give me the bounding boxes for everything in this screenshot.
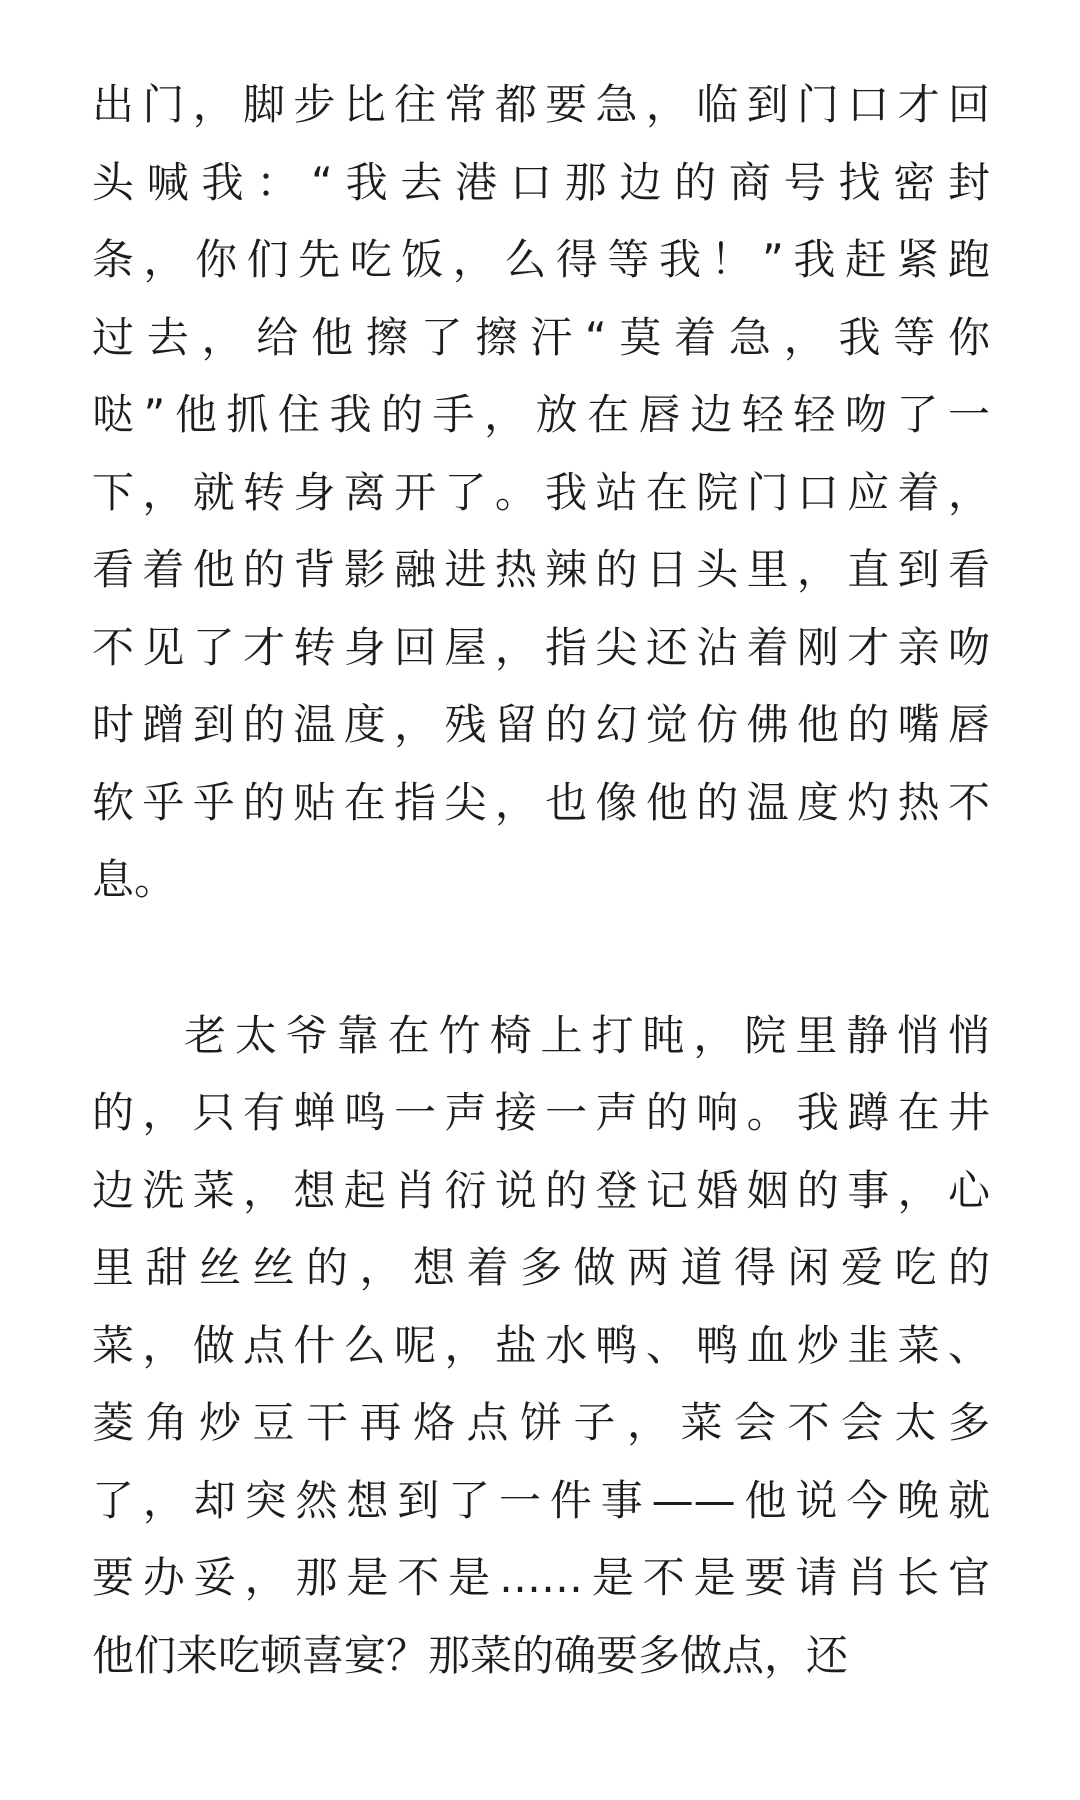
text-line: 哒”他抓住我的手，放在唇边轻轻吻了一	[92, 390, 990, 439]
text-line: 老太爷靠在竹椅上打盹，院里静悄悄	[184, 1010, 990, 1060]
text-line: 边洗菜，想起肖衍说的登记婚姻的事，心	[92, 1165, 990, 1215]
text-line: 下，就转身离开了。我站在院门口应着，	[92, 467, 990, 517]
text-line: 时蹭到的温度，残留的幻觉仿佛他的嘴唇	[92, 700, 990, 749]
text-line: 头喊我：“我去港口那边的商号找密封	[92, 157, 990, 207]
text-line: 过去，给他擦了擦汗“莫着急，我等你	[92, 312, 990, 362]
text-line: 里甜丝丝的，想着多做两道得闲爱吃的	[92, 1243, 990, 1292]
text-line: 他们来吃顿喜宴？那菜的确要多做点，还	[92, 1630, 849, 1680]
text-line: 了，却突然想到了一件事——他说今晚就	[92, 1475, 990, 1525]
text-line: 出门，脚步比往常都要急，临到门口才回	[92, 80, 990, 129]
text-line: 看着他的背影融进热辣的日头里，直到看	[92, 545, 990, 594]
text-line: 要办妥，那是不是……是不是要请肖长官	[92, 1553, 990, 1602]
text-line: 软乎乎的贴在指尖，也像他的温度灼热不	[92, 777, 990, 827]
text-line: 菱角炒豆干再烙点饼子，菜会不会太多	[92, 1398, 990, 1447]
text-line: 不见了才转身回屋，指尖还沾着刚才亲吻	[92, 622, 990, 672]
text-line: 菜，做点什么呢，盐水鸭、鸭血炒韭菜、	[92, 1320, 990, 1370]
paragraph-2	[92, 997, 990, 1695]
text-line: 息。	[92, 855, 177, 904]
paragraph-1	[92, 66, 990, 919]
text-line: 的，只有蝉鸣一声接一声的响。我蹲在井	[92, 1088, 990, 1137]
text-line: 条，你们先吃饭，么得等我！”我赶紧跑	[92, 235, 990, 284]
